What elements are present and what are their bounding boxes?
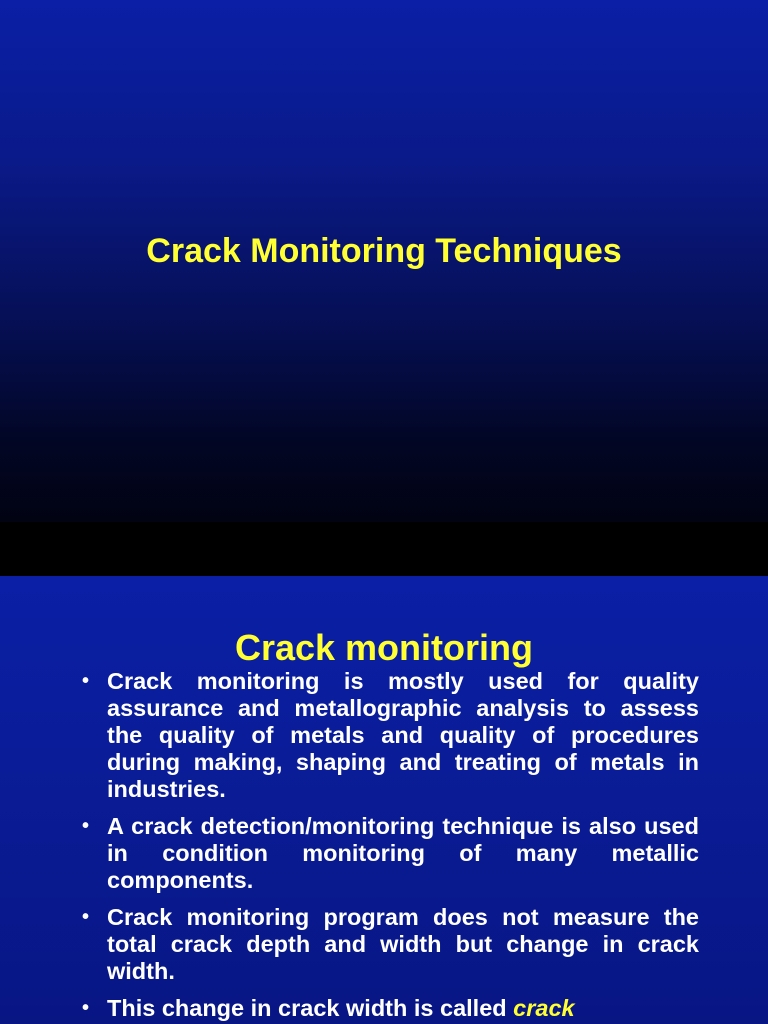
slide-heading: Crack monitoring [234, 627, 534, 668]
bullet-text: Crack monitoring program does not measure the total crack depth and width but change in crack width. [107, 904, 699, 984]
bullet-emphasis: crack [513, 995, 575, 1021]
content-slide [0, 576, 768, 1024]
bullet-icon: • [82, 997, 90, 1019]
bullet-item [82, 995, 699, 1022]
bullet-item [82, 668, 699, 803]
bullet-icon: • [82, 906, 90, 928]
bullet-item [82, 904, 699, 985]
bullet-item [82, 813, 699, 894]
bullet-list [82, 668, 699, 1024]
bullet-text: This change in crack width is called [107, 995, 507, 1021]
slide-separator [0, 522, 768, 576]
bullet-icon: • [82, 815, 90, 837]
bullet-text: Crack monitoring is mostly used for quality assurance and metallographic analysis to assess the quality of metals and quality of procedures during making, shaping and treating of metals in industries. [107, 668, 699, 802]
bullet-icon: • [82, 670, 90, 692]
bullet-text: A crack detection/monitoring technique is also used in condition monitoring of many metallic components. [107, 813, 699, 893]
slide-title: Crack Monitoring Techniques [146, 232, 622, 270]
